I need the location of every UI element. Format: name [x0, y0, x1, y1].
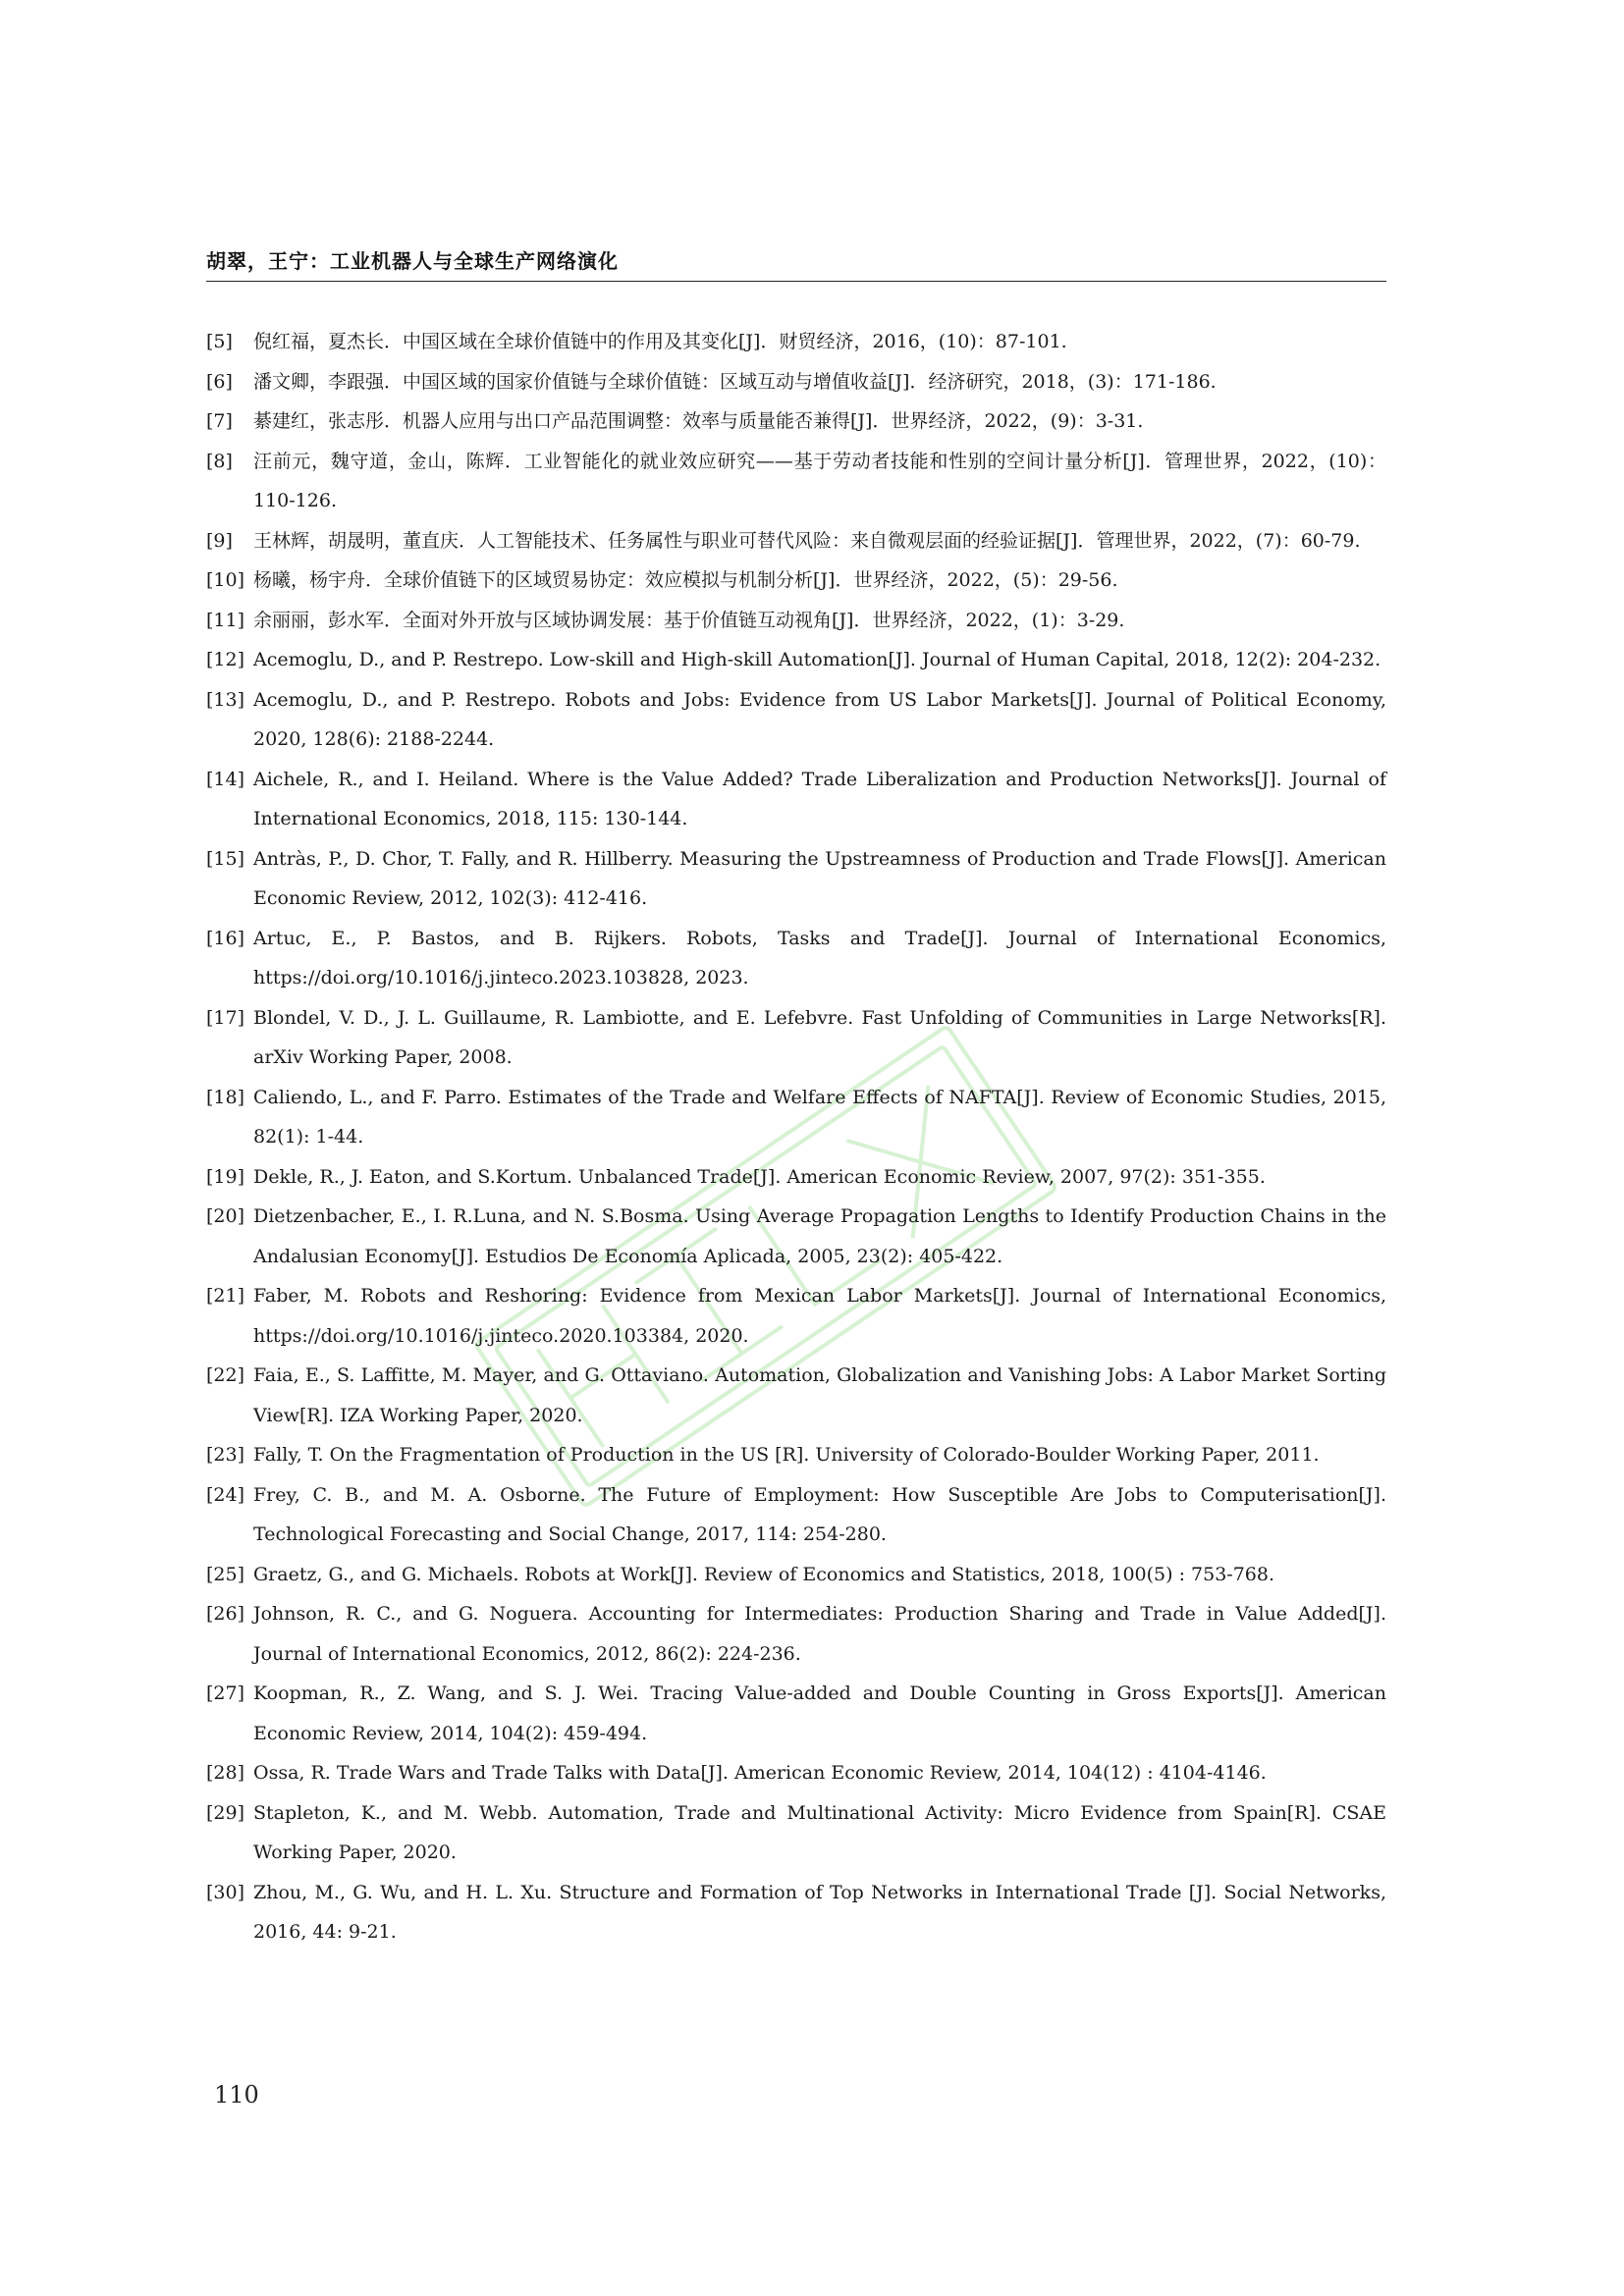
- reference-item: [206, 998, 1386, 1078]
- reference-text: Faber, M. Robots and Reshoring: Evidence from Mexican Labor Markets[J]. Journal of International Economics, https://doi.org/10.1016/j.jinteco.2020.103384, 2020.: [253, 1285, 1386, 1347]
- reference-number: [17]: [206, 1006, 245, 1029]
- reference-number: [13]: [206, 688, 245, 711]
- reference-text: 倪红福，夏杰长．中国区域在全球价值链中的作用及其变化[J]．财贸经济，2016，(10)：87-101.: [253, 331, 1067, 352]
- reference-number: [29]: [206, 1801, 245, 1824]
- reference-number: [24]: [206, 1483, 245, 1506]
- reference-text: 綦建红，张志彤．机器人应用与出口产品范围调整：效率与质量能否兼得[J]．世界经济，2022，(9)：3-31.: [253, 410, 1144, 432]
- reference-number: [14]: [206, 768, 245, 790]
- reference-text: Graetz, G., and G. Michaels. Robots at Work[J]. Review of Economics and Statistics, 2018, 100(5) : 753-768.: [253, 1563, 1275, 1585]
- reference-text: Dekle, R., J. Eaton, and S.Kortum. Unbalanced Trade[J]. American Economic Review, 2007, 97(2): 351-355.: [253, 1165, 1266, 1188]
- reference-number: [10]: [206, 569, 245, 591]
- reference-text: Acemoglu, D., and P. Restrepo. Low-skill and High-skill Automation[J]. Journal of Human Capital, 2018, 12(2): 204-232.: [253, 649, 1381, 670]
- reference-text: Antràs, P., D. Chor, T. Fally, and R. Hillberry. Measuring the Upstreamness of Production and Trade Flows[J]. American Economic Review, 2012, 102(3): 412-416.: [253, 847, 1386, 909]
- reference-text: Faia, E., S. Laffitte, M. Mayer, and G. Ottaviano. Automation, Globalization and Vanishing Jobs: A Labor Market Sorting View[R]. IZA Working Paper, 2020.: [253, 1364, 1386, 1426]
- reference-item: [206, 760, 1386, 839]
- running-header-title: 胡翠，王宁：工业机器人与全球生产网络演化: [206, 249, 619, 273]
- reference-number: [16]: [206, 927, 245, 949]
- reference-text: Fally, T. On the Fragmentation of Production in the US [R]. University of Colorado-Boulder Working Paper, 2011.: [253, 1444, 1320, 1466]
- reference-item: [206, 839, 1386, 919]
- reference-item: [206, 362, 1386, 402]
- reference-number: [22]: [206, 1364, 245, 1386]
- reference-item: [206, 680, 1386, 760]
- reference-text: 潘文卿，李跟强．中国区域的国家价值链与全球价值链：区域互动与增值收益[J]．经济研究，2018，(3)：171-186.: [253, 370, 1217, 393]
- header-rule: [206, 281, 1386, 282]
- reference-item: [206, 561, 1386, 601]
- reference-number: [6]: [206, 370, 233, 393]
- reference-number: [15]: [206, 847, 245, 870]
- reference-list: [206, 322, 1386, 1952]
- reference-number: [12]: [206, 649, 245, 670]
- reference-item: [206, 640, 1386, 680]
- reference-item: [206, 1594, 1386, 1674]
- reference-number: [9]: [206, 529, 233, 552]
- reference-item: [206, 1197, 1386, 1276]
- reference-text: 杨曦，杨宇舟．全球价值链下的区域贸易协定：效应模拟与机制分析[J]．世界经济，2022，(5)：29-56.: [253, 569, 1118, 591]
- reference-item: [206, 1276, 1386, 1356]
- reference-text: Aichele, R., and I. Heiland. Where is the Value Added? Trade Liberalization and Production Networks[J]. Journal of International Economics, 2018, 115: 130-144.: [253, 768, 1386, 829]
- reference-item: [206, 1555, 1386, 1595]
- reference-text: Artuc, E., P. Bastos, and B. Rijkers. Robots, Tasks and Trade[J]. Journal of International Economics, https://doi.org/10.1016/j.jinteco.2023.103828, 2023.: [253, 927, 1386, 988]
- reference-text: Dietzenbacher, E., I. R.Luna, and N. S.Bosma. Using Average Propagation Lengths to Identify Production Chains in the Andalusian Economy[J]. Estudios De Economía Aplicada, 2005, 23(2): 405-422.: [253, 1205, 1386, 1267]
- reference-item: [206, 1674, 1386, 1753]
- reference-text: Johnson, R. C., and G. Noguera. Accounting for Intermediates: Production Sharing and Trade in Value Added[J]. Journal of International Economics, 2012, 86(2): 224-236.: [253, 1603, 1386, 1665]
- reference-text: 汪前元，魏守道，金山，陈辉．工业智能化的就业效应研究——基于劳动者技能和性别的空间计量分析[J]．管理世界，2022，(10)：110-126.: [253, 450, 1386, 511]
- reference-number: [8]: [206, 450, 233, 472]
- reference-text: Acemoglu, D., and P. Restrepo. Robots and Jobs: Evidence from US Labor Markets[J]. Journal of Political Economy, 2020, 128(6): 2188-2244.: [253, 688, 1386, 750]
- reference-item: [206, 1157, 1386, 1198]
- page-number: 110: [214, 2081, 259, 2109]
- reference-number: [30]: [206, 1881, 245, 1903]
- reference-text: 余丽丽，彭水军．全面对外开放与区域协调发展：基于价值链互动视角[J]．世界经济，2022，(1)：3-29.: [253, 609, 1125, 631]
- reference-number: [11]: [206, 609, 245, 631]
- reference-number: [5]: [206, 331, 233, 352]
- reference-text: Stapleton, K., and M. Webb. Automation, Trade and Multinational Activity: Micro Evidence from Spain[R]. CSAE Working Paper, 2020.: [253, 1801, 1386, 1863]
- reference-item: [206, 1356, 1386, 1435]
- reference-text: Koopman, R., Z. Wang, and S. J. Wei. Tracing Value-added and Double Counting in Gross Exports[J]. American Economic Review, 2014, 104(2): 459-494.: [253, 1682, 1386, 1744]
- reference-text: Frey, C. B., and M. A. Osborne. The Future of Employment: How Susceptible Are Jobs to Computerisation[J]. Technological Forecasting and Social Change, 2017, 114: 254-280.: [253, 1483, 1386, 1545]
- reference-number: [23]: [206, 1444, 245, 1466]
- reference-item: [206, 401, 1386, 442]
- reference-text: Zhou, M., G. Wu, and H. L. Xu. Structure and Formation of Top Networks in International Trade [J]. Social Networks, 2016, 44: 9-21.: [253, 1881, 1386, 1943]
- reference-item: [206, 919, 1386, 998]
- reference-number: [7]: [206, 410, 233, 432]
- reference-number: [27]: [206, 1682, 245, 1704]
- reference-number: [26]: [206, 1603, 245, 1625]
- reference-item: [206, 521, 1386, 561]
- reference-item: [206, 1793, 1386, 1873]
- reference-item: [206, 601, 1386, 641]
- reference-number: [25]: [206, 1563, 245, 1585]
- reference-item: [206, 322, 1386, 362]
- reference-number: [19]: [206, 1165, 245, 1188]
- reference-text: 王林辉，胡晟明，董直庆．人工智能技术、任务属性与职业可替代风险：来自微观层面的经验证据[J]．管理世界，2022，(7)：60-79.: [253, 529, 1361, 552]
- reference-item: [206, 1435, 1386, 1475]
- reference-item: [206, 1753, 1386, 1793]
- reference-number: [28]: [206, 1762, 245, 1784]
- reference-text: Blondel, V. D., J. L. Guillaume, R. Lambiotte, and E. Lefebvre. Fast Unfolding of Communities in Large Networks[R]. arXiv Working Paper, 2008.: [253, 1006, 1386, 1068]
- reference-text: Ossa, R. Trade Wars and Trade Talks with Data[J]. American Economic Review, 2014, 104(12) : 4104-4146.: [253, 1762, 1267, 1784]
- reference-item: [206, 1873, 1386, 1952]
- reference-text: Caliendo, L., and F. Parro. Estimates of the Trade and Welfare Effects of NAFTA[J]. Review of Economic Studies, 2015, 82(1): 1-44.: [253, 1086, 1386, 1148]
- reference-item: [206, 442, 1386, 521]
- reference-item: [206, 1078, 1386, 1157]
- reference-number: [20]: [206, 1205, 245, 1227]
- reference-number: [18]: [206, 1086, 245, 1108]
- reference-number: [21]: [206, 1285, 245, 1307]
- reference-item: [206, 1475, 1386, 1555]
